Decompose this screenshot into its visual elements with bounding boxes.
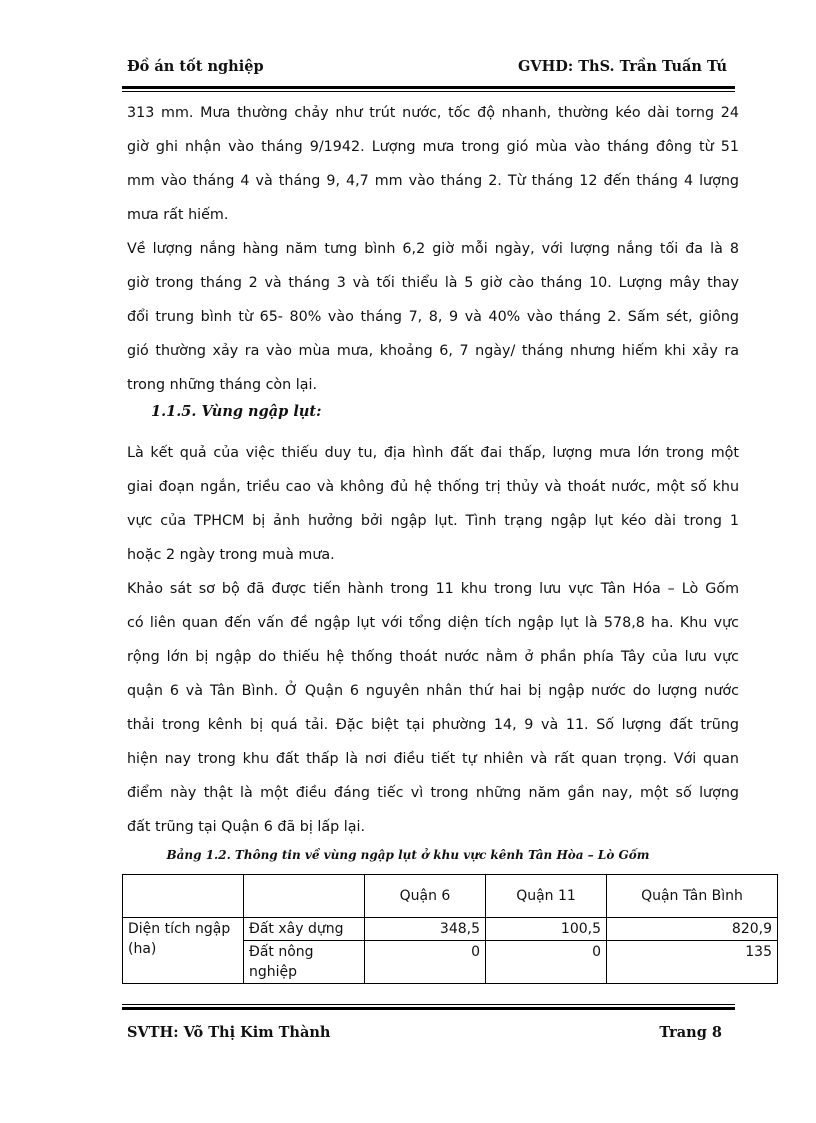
text-line: đất trũng tại Quận 6 đã bị lấp lại. [127,819,365,835]
paragraph-survey [127,572,739,844]
text-line: có liên quan đến vấn đề ngập lụt với tổng diện tích ngập lụt là 578,8 ha. Khu vực [127,615,739,631]
page-header [127,58,732,80]
text-line: Là kết quả của việc thiếu duy tu, địa hình đất đai thấp, lượng mưa lớn trong một [127,445,739,461]
footer-student: SVTH: Võ Thị Kim Thành [127,1024,331,1041]
column-header: Quận 11 [486,875,607,918]
flood-area-table [122,874,778,984]
table-cell: 0 [365,941,486,984]
paragraph-sunshine [127,232,739,402]
text-line: Khảo sát sơ bộ đã được tiến hành trong 11 khu trong lưu vực Tân Hóa – Lò Gốm [127,581,739,597]
table-row [123,918,778,941]
text-line: giờ trong tháng 2 và tháng 3 và tối thiểu là 5 giờ cào tháng 10. Lượng mây thay [127,275,739,291]
table-cell: 135 [607,941,778,984]
table-header-row [123,875,778,918]
text-line: hiện nay trong khu đất thấp là nơi điều tiết tự nhiên và rất quan trọng. Với quan [127,751,739,767]
paragraph-rainfall [127,96,739,232]
text-line: giờ ghi nhận vào tháng 9/1942. Lượng mưa trong gió mùa vào tháng đông từ 51 [127,139,739,155]
table-caption: Bảng 1.2. Thông tin về vùng ngập lụt ở khu vực kênh Tân Hòa – Lò Gốm [166,848,650,862]
page-number: Trang 8 [659,1024,722,1041]
table-cell: 100,5 [486,918,607,941]
paragraph-flooding-causes [127,436,739,572]
text-line: thải trong kênh bị quá tải. Đặc biệt tại phường 14, 9 và 11. Số lượng đất trũng [127,717,739,733]
text-line: 313 mm. Mưa thường chảy như trút nước, tốc độ nhanh, thường kéo dài torng 24 [127,105,739,121]
text-line: mưa rất hiếm. [127,207,229,223]
row-group-label: Diện tích ngập (ha) [123,918,244,984]
page-footer [127,1024,732,1046]
table-cell: 348,5 [365,918,486,941]
row-label: Đất xây dựng [244,918,365,941]
text-line: vực của TPHCM bị ảnh hưởng bởi ngập lụt. Tình trạng ngập lụt kéo dài trong 1 [127,513,739,529]
text-line: mm vào tháng 4 và tháng 9, 4,7 mm vào tháng 2. Từ tháng 12 đến tháng 4 lượng [127,173,739,189]
text-line: gió thường xảy ra vào mùa mưa, khoảng 6, 7 ngày/ tháng nhưng hiếm khi xảy ra [127,343,739,359]
text-line: điểm này thật là một điều đáng tiếc vì trong những năm gần nay, một số lượng [127,785,739,801]
section-heading: 1.1.5. Vùng ngập lụt: [151,403,322,420]
header-title: Đồ án tốt nghiệp [127,58,264,75]
text-line: quận 6 và Tân Bình. Ở Quận 6 nguyên nhân thứ hai bị ngập nước do lượng nước [127,683,739,699]
table-cell: 820,9 [607,918,778,941]
column-header: Quận Tân Bình [607,875,778,918]
text-line: đổi trung bình từ 65- 80% vào tháng 7, 8, 9 và 40% vào tháng 2. Sấm sét, giông [127,309,739,325]
header-rule [122,86,735,89]
header-supervisor: GVHD: ThS. Trần Tuấn Tú [517,58,727,75]
row-label: Đất nông nghiệp [244,941,365,984]
text-line: rộng lớn bị ngập do thiếu hệ thống thoát nước nằm ở phần phía Tây của lưu vực [127,649,739,665]
text-line: Về lượng nắng hàng năm tưng bình 6,2 giờ mỗi ngày, với lượng nắng tối đa là 8 [127,241,739,257]
footer-rule [122,1004,735,1005]
text-line: giai đoạn ngắn, triều cao và không đủ hệ thống trị thủy và thoát nước, một số khu [127,479,739,495]
body-text [127,96,739,844]
table-corner-cell [244,875,365,918]
text-line: hoặc 2 ngày trong muà mưa. [127,547,335,563]
text-line: trong những tháng còn lại. [127,377,318,393]
table-corner-cell [123,875,244,918]
column-header: Quận 6 [365,875,486,918]
table-cell: 0 [486,941,607,984]
